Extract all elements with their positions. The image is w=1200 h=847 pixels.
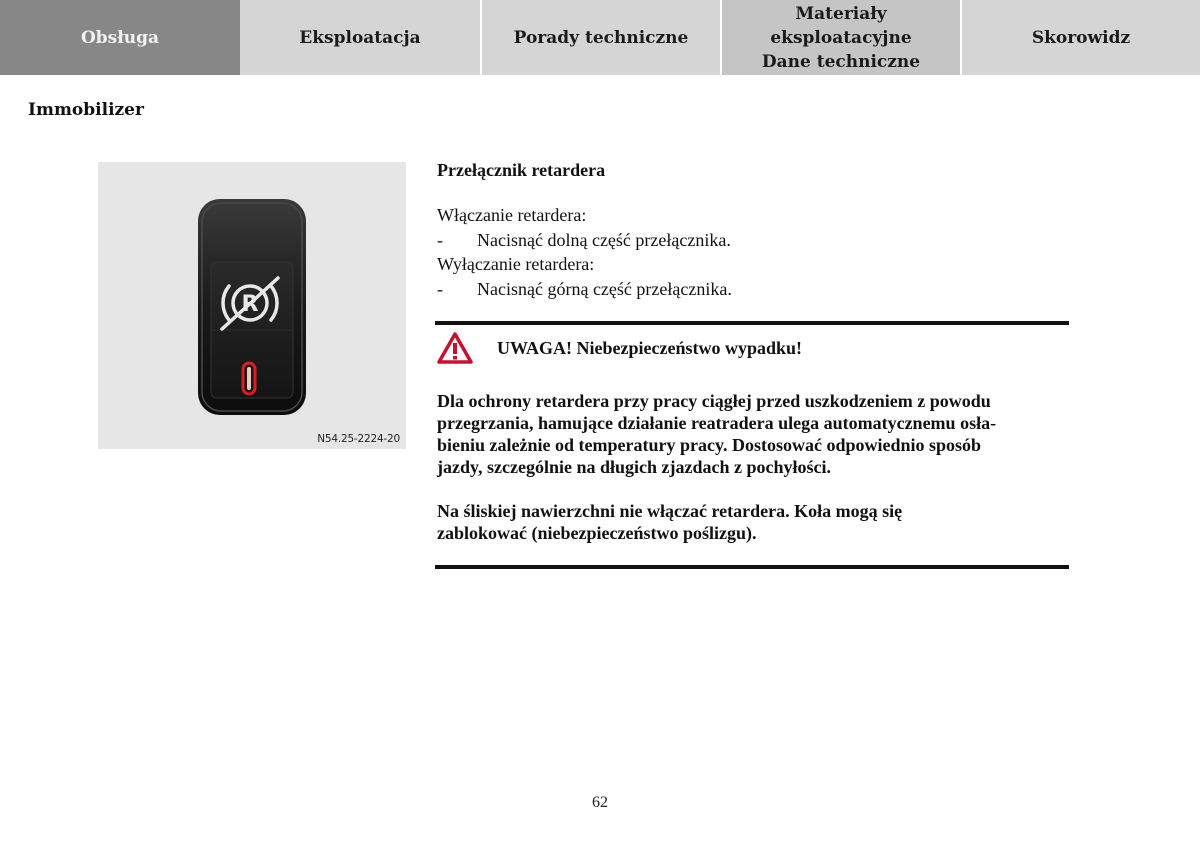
- step-dash: -: [437, 229, 443, 250]
- retarder-switch-photo: [98, 162, 406, 449]
- warning-line: bieniu zależnie od temperatury pracy. Dostosować odpowiednio sposób: [437, 435, 982, 455]
- tab-eksploatacja[interactable]: [240, 0, 480, 75]
- warning-line: przegrzania, hamujące działanie reatradera ulega automatycznemu osła-: [437, 413, 997, 433]
- section-title: Immobilizer: [28, 100, 144, 120]
- tab-porady-techniczne[interactable]: [480, 0, 720, 75]
- tab-skorowidz-label: Skorowidz: [1031, 27, 1131, 48]
- warning-paragraph-2: [437, 500, 1077, 544]
- warning-line: Dla ochrony retardera przy pracy ciągłej przed uszkodzeniem z powodu: [437, 391, 991, 411]
- tab-obsluga-label: Obsługa: [80, 27, 160, 48]
- tab-materialy-label-line-1: Materiały eksploatacyjne: [770, 3, 912, 48]
- warning-line: jazdy, szczególnie na długich zjazdach z pochyłości.: [437, 457, 831, 477]
- tab-porady-techniczne-label: Porady techniczne: [513, 27, 689, 48]
- tab-skorowidz[interactable]: [960, 0, 1200, 75]
- warning-top-rule: [435, 321, 1069, 325]
- step-dash: -: [437, 278, 443, 299]
- warning-header: [437, 332, 802, 364]
- warning-line: zablokować (niebezpieczeństwo poślizgu).: [437, 523, 757, 543]
- instruction-step: [437, 277, 1077, 302]
- tab-materialy-label-line-2: Dane techniczne: [761, 51, 921, 72]
- warning-line: Na śliskiej nawierzchni nie włączać retardera. Koła mogą się: [437, 501, 903, 521]
- warning-paragraph-1: [437, 390, 1077, 478]
- tab-obsluga[interactable]: [0, 0, 240, 75]
- section-heading: Przełącznik retardera: [437, 160, 606, 180]
- retarder-switch-icon: [98, 162, 406, 449]
- page-number: 62: [592, 794, 608, 811]
- on-step-text: Nacisnąć dolną część przełącznika.: [477, 229, 731, 250]
- instructions: [437, 203, 1077, 301]
- warning-body: [437, 390, 1077, 566]
- off-step-text: Nacisnąć górną część przełącznika.: [477, 278, 732, 299]
- warning-bottom-rule: [435, 565, 1069, 569]
- figure-caption: N54.25-2224-20: [317, 433, 400, 445]
- off-label: Wyłączanie retardera:: [437, 254, 595, 274]
- warning-title: UWAGA! Niebezpieczeństwo wypadku!: [497, 337, 802, 358]
- retarder-switch-section: [437, 160, 1077, 301]
- warning-triangle-icon: [437, 332, 473, 364]
- switch-symbol: R: [241, 292, 259, 317]
- on-label: Włączanie retardera:: [437, 205, 587, 225]
- tab-eksploatacja-label: Eksploatacja: [299, 27, 421, 48]
- tab-materialy-eksploatacyjne[interactable]: [720, 0, 960, 75]
- instruction-step: [437, 228, 1077, 253]
- top-navigation: [0, 0, 1200, 75]
